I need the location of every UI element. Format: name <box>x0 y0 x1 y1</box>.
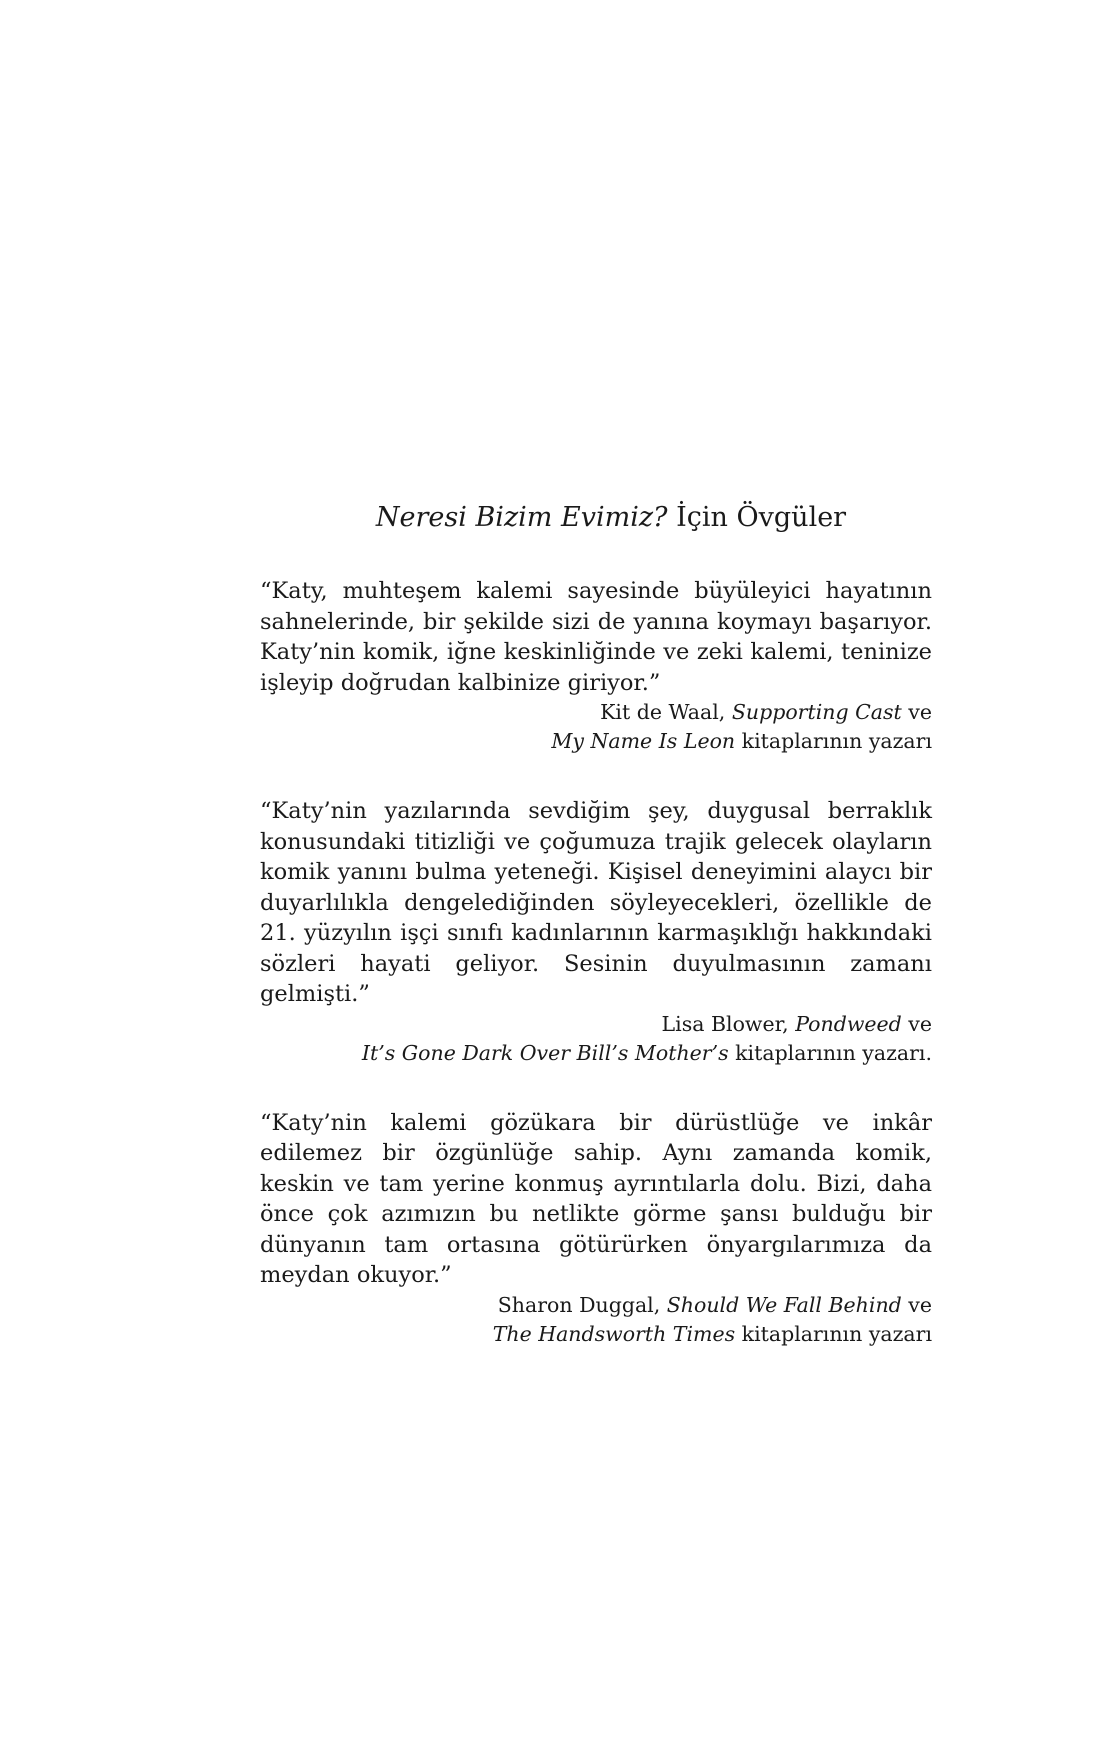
author-name: Sharon Duggal, <box>497 1292 667 1317</box>
attribution-line-2 <box>260 1320 932 1349</box>
author-name: Lisa Blower, <box>661 1011 796 1036</box>
book-title-1: Supporting Cast <box>731 700 902 724</box>
book-title-2: The Handsworth Times <box>492 1321 736 1346</box>
page-title <box>260 500 932 536</box>
book-title-1: Should We Fall Behind <box>666 1292 902 1317</box>
quote-block-1 <box>260 576 932 756</box>
conjunction: ve <box>901 1011 932 1036</box>
attribution-line-1 <box>260 698 932 727</box>
quote-text: “Katy, muhteşem kalemi sayesinde büyüleyici hayatının sahnelerinde, bir şekilde sizi de yanına koymayı başarıyor. Katy’nin komik, iğne keskinliğinde ve zeki kalemi, teninize işleyip doğrudan kalbinize giriyor.” <box>260 578 932 696</box>
book-title-2: It’s Gone Dark Over Bill’s Mother’s <box>361 1040 729 1065</box>
attribution-suffix: kitaplarının yazarı <box>735 1321 932 1346</box>
attribution-suffix: kitaplarının yazarı. <box>728 1040 932 1065</box>
book-title-2: My Name Is Leon <box>551 729 736 753</box>
praise-page <box>260 500 932 1389</box>
book-title-1: Pondweed <box>795 1011 902 1036</box>
quote-block-3 <box>260 1108 932 1349</box>
attribution-suffix: kitaplarının yazarı <box>735 729 932 753</box>
attribution-line-1 <box>260 1291 932 1320</box>
attribution-line-1 <box>260 1010 932 1039</box>
title-suffix: İçin Övgüler <box>667 502 847 533</box>
conjunction: ve <box>901 1292 932 1317</box>
attribution-line-2 <box>260 1039 932 1068</box>
quote-text: “Katy’nin kalemi gözükara bir dürüstlüğe ve inkâr edilemez bir özgünlüğe sahip. Aynı zamanda komik, keskin ve tam yerine konmuş ayrıntılarla dolu. Bizi, daha önce çok azımızın bu netlikte görme şansı bulduğu bir dünyanın tam ortasına götürürken önyargılarımıza da meydan okuyor.” <box>260 1109 932 1288</box>
quote-block-2 <box>260 796 932 1068</box>
book-title: Neresi Bizim Evimiz? <box>375 502 668 533</box>
quote-text: “Katy’nin yazılarında sevdiğim şey, duygusal berraklık konusundaki titizliği ve çoğumuza trajik gelecek olayların komik yanını bulma yeteneği. Kişisel deneyimini alaycı bir duyarlılıkla dengelediğinden söyleyecekleri, özellikle de 21. yüzyılın işçi sınıfı kadınlarının karmaşıklığı hakkındaki sözleri hayati geliyor. Sesinin duyulmasının zamanı gelmişti.” <box>260 798 932 1007</box>
attribution-line-2 <box>260 727 932 756</box>
conjunction: ve <box>901 700 932 724</box>
author-name: Kit de Waal, <box>600 700 732 724</box>
